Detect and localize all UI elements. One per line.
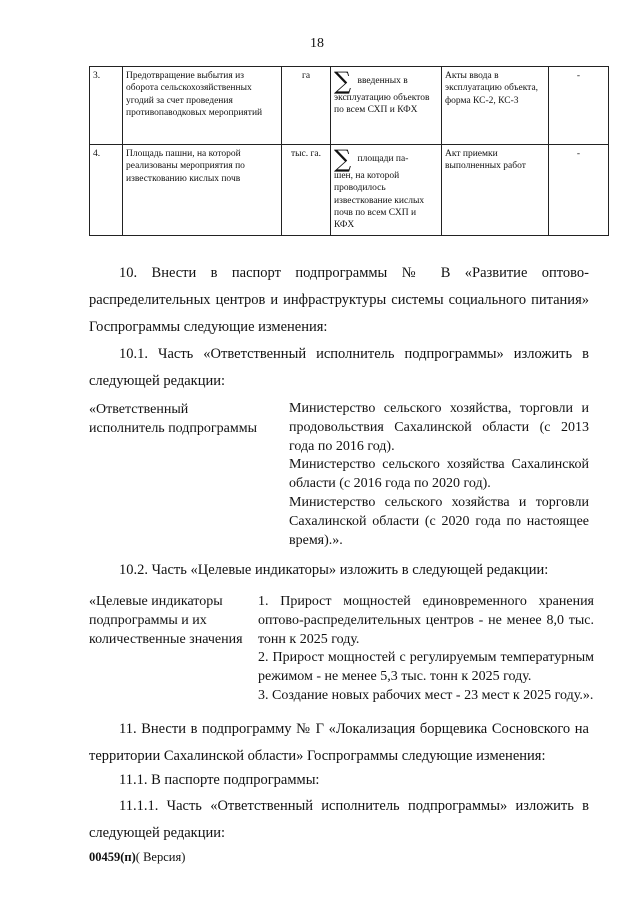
item-11-paragraph: 11. Внести в подпрограмму № Г «Локализация борщевика Сосновского на территории Сахалинской области» Госпрограммы следующие изменения: [89, 721, 589, 764]
executor-line: Министерство сельского хозяйства, торговли и продовольствия Сахалинской области (с 2013 года по 2016 год). [289, 401, 589, 454]
extra-cell: - [549, 145, 609, 236]
document-code: 00459(п) [89, 850, 136, 864]
formula-tail-text: шен, на которой проводилось известкование кислых почв по всем СХП и КФХ [334, 171, 425, 231]
unit: га [282, 67, 331, 145]
table-row [90, 67, 609, 145]
document-footer [89, 850, 185, 865]
executor-line: Министерство сельского хозяйства Сахалинской области (с 2016 года по 2020 год). [289, 457, 589, 492]
formula [331, 67, 442, 145]
formula-tail-text: эксплуатацию объектов по всем СХП и КФХ [334, 93, 430, 116]
extra-cell: - [549, 67, 609, 145]
row-number: 4. [90, 145, 123, 236]
responsible-executor-label: «Ответственный исполнитель подпрограммы [89, 402, 257, 436]
unit: тыс. га. [282, 145, 331, 236]
responsible-executor-value [289, 400, 589, 550]
item-10-paragraph: 10. Внести в паспорт подпрограммы № В «Развитие оптово-распределительных центров и инфраструктуры системы социального питания» Госпрограммы следующие изменения: [89, 265, 589, 335]
indicator-line: 1. Прирост мощностей единовременного хранения оптово-распределительных центров - не менее 8,0 тыс. тонн к 2025 году. [258, 594, 594, 647]
target-indicators-label: «Целевые индикаторы подпрограммы и их количественные значения [89, 594, 243, 647]
formula [331, 145, 442, 236]
item-11-1-paragraph: 11.1. В паспорте подпрограммы: [119, 772, 320, 788]
item-10-1-paragraph: 10.1. Часть «Ответственный исполнитель подпрограммы» изложить в следующей редакции: [89, 346, 589, 389]
indicator-line: 3. Создание новых рабочих мест - 23 мест к 2025 году.». [258, 687, 594, 703]
row-number: 3. [90, 67, 123, 145]
item-10-2-paragraph: 10.2. Часть «Целевые индикаторы» изложить в следующей редакции: [119, 562, 549, 578]
sum-symbol: ∑ [334, 67, 352, 95]
page-number: 18 [310, 36, 324, 51]
target-indicators-value [258, 593, 594, 706]
formula-head-text: введенных в [357, 76, 408, 87]
formula-head-text: площади па- [357, 154, 409, 165]
executor-line: Министерство сельского хозяйства и торговли Сахалинской области (с 2020 года по настоящее время).». [289, 494, 589, 548]
data-source: Акт приемки выполненных работ [442, 145, 549, 236]
indicator-line: 2. Прирост мощностей с регулируемым температурным режимом - не менее 5,3 тыс. тонн к 2025 году. [258, 650, 594, 685]
indicators-table [89, 66, 609, 236]
document-version: ( Версия) [135, 850, 186, 864]
data-source: Акты ввода в эксплуатацию объекта, форма КС-2, КС-3 [442, 67, 549, 145]
indicator-name: Предотвращение выбытия из оборота сельскохозяйственных угодий за счет проведения противопаводковых мероприятий [123, 67, 282, 145]
sum-symbol: ∑ [334, 145, 352, 173]
table-row [90, 145, 609, 236]
indicator-name: Площадь пашни, на которой реализованы мероприятия по известкованию кислых почв [123, 145, 282, 236]
item-11-1-1-paragraph: 11.1.1. Часть «Ответственный исполнитель подпрограммы» изложить в следующей редакции: [89, 798, 589, 841]
